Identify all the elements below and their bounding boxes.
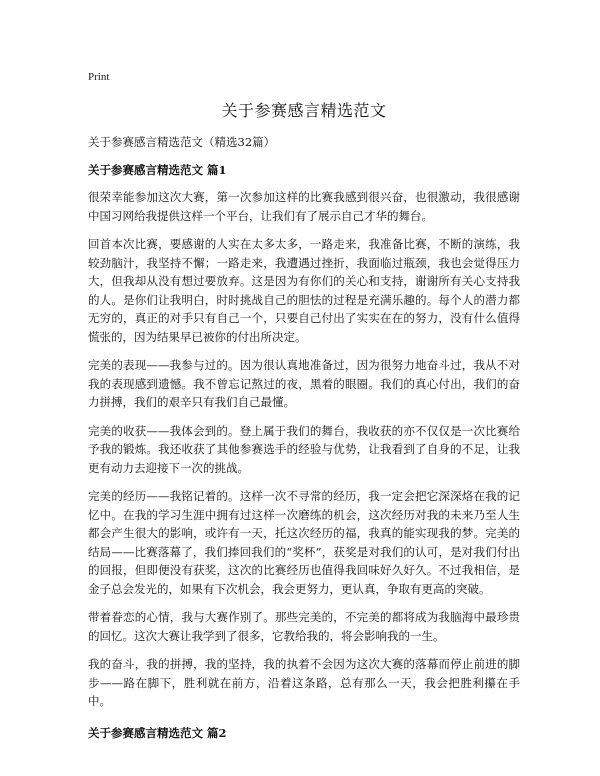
page-title: 关于参赛感言精选范文 [221,101,387,120]
paragraph-7: 我的奋斗，我的拼搏，我的坚持，我的执着不会因为这次大赛的落幕而停止前进的脚步——路在脚下，胜利就在前方，沿着这条路，总有那么一天，我会把胜利攥在手中。 [88,657,520,708]
print-label[interactable]: Print [88,71,110,83]
section-heading-1: 关于参赛感言精选范文 篇1 [88,163,227,177]
paragraph-6: 带着眷恋的心情，我与大赛作别了。那些完美的，不完美的都将成为我脑海中最珍贵的回忆。这次大赛让我学到了很多，它教给我的，将会影响我的一生。 [88,610,520,643]
paragraph-2: 回首本次比赛，要感谢的人实在太多太多，一路走来，我准备比赛，不断的演练，我较劲脑汁，我坚持不懈；一路走来，我遭遇过挫折，我面临过瓶颈，我也会觉得压力大，但我却从没有想过要放弃。这是因为有你们的关心和支持，谢谢所有关心支持我的人。是你们让我明白，时时挑战自己的胆怯的过程是充满乐趣的。每个人的潜力都无穷的，真正的对手只有自己一个，只要自己付出了实实在在的努力，没有什么值得慌张的，因为结果早已被你的付出所决定。 [88,237,520,344]
paragraph-3: 完美的表现——我参与过的。因为很认真地准备过，因为很努力地奋斗过，我从不对我的表现感到遗憾。我不曾忘记熬过的夜，黑着的眼圈。我们的真心付出，我们的奋力拼搏，我们的艰辛只有我们自己最懂。 [88,358,520,409]
document-page [88,70,520,751]
document-subtitle: 关于参赛感言精选范文（精选32篇） [88,135,276,149]
section-heading-2: 关于参赛感言精选范文 篇2 [88,725,227,740]
paragraph-5: 完美的经历——我铭记着的。这样一次不寻常的经历，我一定会把它深深烙在我的记忆中。在我的学习生涯中拥有过这样一次磨练的机会，这次经历对我的未来乃至人生都会产生很大的影响，或许有一天，托这次经历的福，我真的能实现我的梦。完美的结局——比赛落幕了，我们捧回我们的“奖杯”，获奖是对我们的认可，是对我们付出的回报，但即便没有获奖，这次的比赛经历也值得我回味好久好久。不过我相信，是金子总会发光的，如果有下次机会，我会更努力，更认真，争取有更高的突破。 [88,489,520,596]
paragraph-1: 很荣幸能参加这次大赛，第一次参加这样的比赛我感到很兴奋，也很激动，我很感谢中国习网给我提供这样一个平台，让我们有了展示自己才华的舞台。 [88,190,520,223]
paragraph-4: 完美的收获——我体会到的。登上属于我们的舞台，我收获的亦不仅仅是一次比赛给予我的锻炼。我还收获了其他参赛选手的经验与优势，让我看到了自身的不足，让我更有动力去迎接下一次的挑战。 [88,423,520,475]
